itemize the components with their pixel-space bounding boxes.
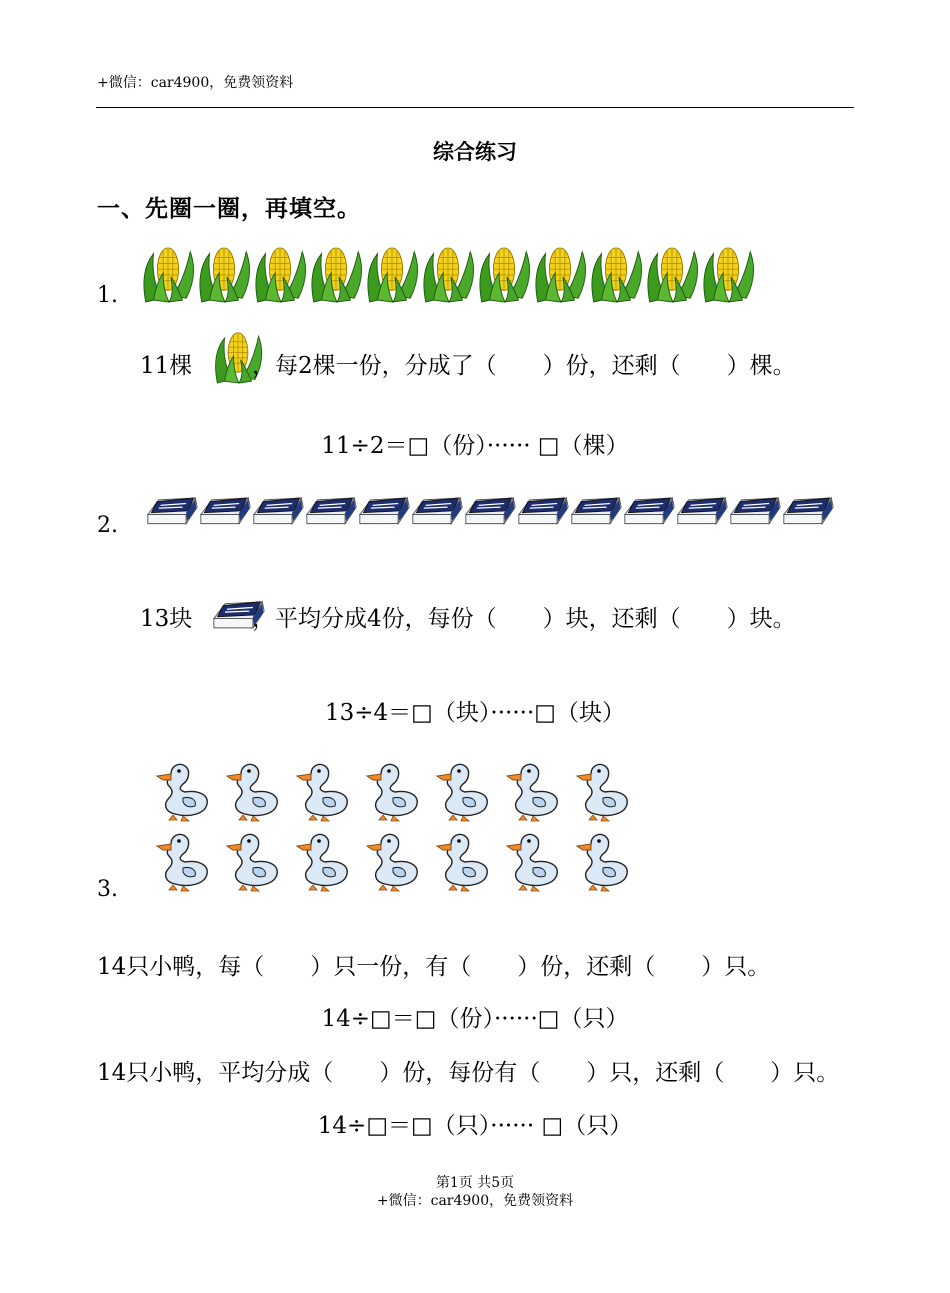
corn-icon: [476, 243, 532, 305]
eraser-icon: [252, 488, 305, 530]
duck-row-top: [146, 760, 636, 824]
section-heading: 一、先圈一圈，再填空。: [97, 195, 361, 222]
header-text: +微信：car4900，免费领资料: [97, 75, 294, 91]
duck-icon: [286, 760, 356, 824]
eraser-icon: [358, 488, 411, 530]
duck-icon: [216, 760, 286, 824]
duck-icon: [356, 830, 426, 894]
corn-icon: [588, 243, 644, 305]
duck-icon: [146, 830, 216, 894]
corn-icon: [140, 243, 196, 305]
eraser-icon: [146, 488, 199, 530]
corn-row: [140, 243, 756, 305]
duck-icon: [286, 830, 356, 894]
q3-line-2: 14只小鸭，平均分成（ ）份，每份有（ ）只，还剩（ ）只。: [97, 1060, 840, 1086]
duck-icon: [356, 760, 426, 824]
q1-sentence-prefix: 11棵: [140, 353, 193, 379]
q3-equation-2: 14÷□＝□（只）······ □（只）: [317, 1113, 633, 1139]
corn-icon: [644, 243, 700, 305]
page-number: 第1页 共5页: [435, 1175, 515, 1191]
q2-sentence-prefix: 13块: [140, 606, 193, 632]
eraser-icon: [517, 488, 570, 530]
corn-icon: [252, 243, 308, 305]
corn-icon: [196, 243, 252, 305]
q3-equation-1: 14÷□＝□（份）······□（只）: [321, 1006, 629, 1032]
question-number-1: 1.: [97, 283, 118, 308]
corn-icon: [532, 243, 588, 305]
corn-icon: [700, 243, 756, 305]
q3-line-1: 14只小鸭，每（ ）只一份，有（ ）份，还剩（ ）只。: [97, 954, 771, 980]
eraser-icon: [464, 488, 517, 530]
duck-icon: [426, 830, 496, 894]
eraser-icon: [199, 488, 252, 530]
corn-icon: [364, 243, 420, 305]
header-divider: [96, 107, 854, 108]
q1-sentence-suffix: ，每2棵一份，分成了（ ）份，还剩（ ）棵。: [252, 353, 796, 379]
q2-equation: 13÷4＝□（块）······□（块）: [325, 700, 625, 726]
eraser-icon: [676, 488, 729, 530]
eraser-row: [146, 488, 835, 530]
question-number-3: 3.: [97, 877, 118, 902]
duck-row-bottom: [146, 830, 636, 894]
duck-icon: [566, 830, 636, 894]
q1-equation: 11÷2＝□（份）······ □（棵）: [321, 433, 629, 459]
eraser-icon: [411, 488, 464, 530]
duck-icon: [146, 760, 216, 824]
page-title: 综合练习: [433, 139, 517, 164]
eraser-icon: [729, 488, 782, 530]
duck-icon: [496, 760, 566, 824]
corn-icon: [420, 243, 476, 305]
duck-icon: [216, 830, 286, 894]
eraser-icon: [782, 488, 835, 530]
duck-icon: [496, 830, 566, 894]
eraser-icon: [623, 488, 676, 530]
q2-sentence-suffix: ，平均分成4份，每份（ ）块，还剩（ ）块。: [252, 606, 796, 632]
question-number-2: 2.: [97, 513, 118, 538]
footer-contact: +微信：car4900，免费领资料: [376, 1193, 574, 1209]
eraser-icon: [570, 488, 623, 530]
eraser-icon: [305, 488, 358, 530]
duck-icon: [426, 760, 496, 824]
corn-icon: [308, 243, 364, 305]
duck-icon: [566, 760, 636, 824]
